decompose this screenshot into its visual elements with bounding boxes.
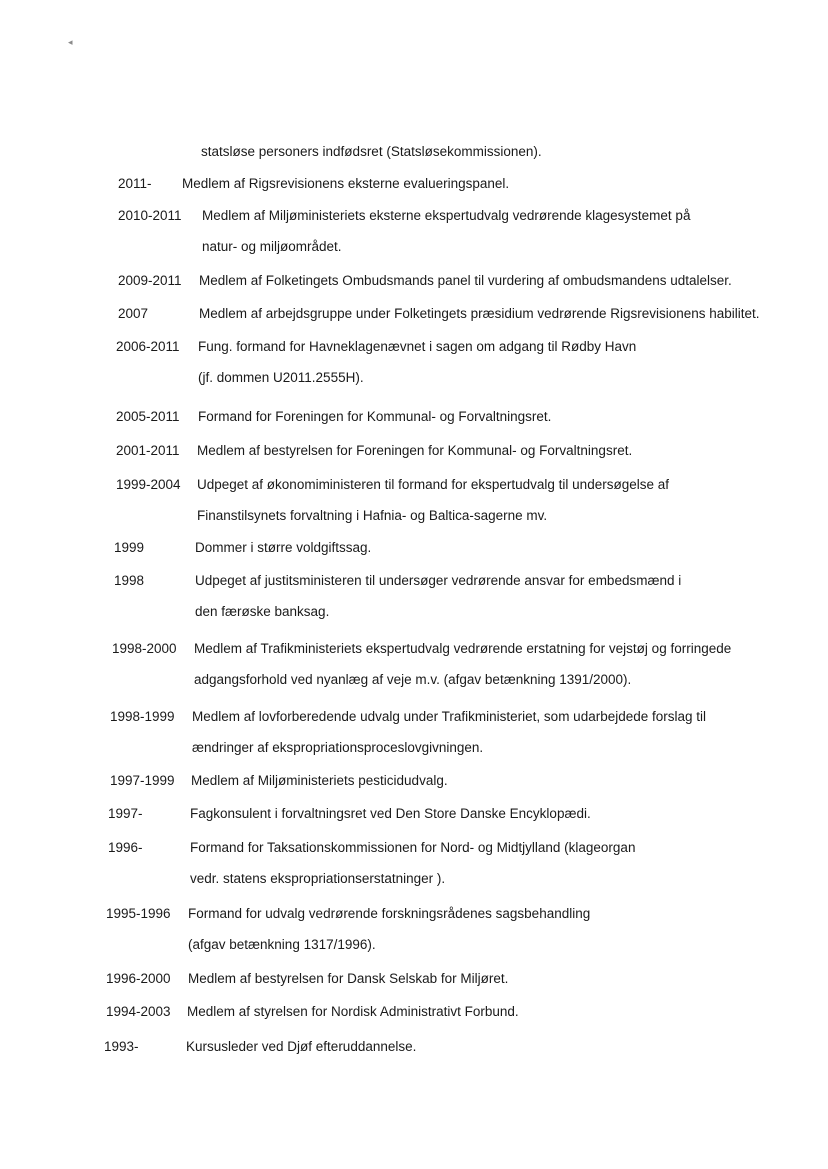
entry-description: Formand for udvalg vedrørende forskningsrådenes sagsbehandling <box>188 906 591 921</box>
entry-year: 2007 <box>118 306 149 321</box>
entry-description: Formand for Taksationskommissionen for Nord- og Midtjylland (klageorgan <box>190 840 636 855</box>
entry-description: Medlem af Miljøministeriets eksterne ekspertudvalg vedrørende klagesystemet på <box>202 208 691 223</box>
entry-description: Udpeget af økonomiministeren til formand for ekspertudvalg til undersøgelse af <box>197 477 669 492</box>
entry-year: 1998-2000 <box>112 641 177 656</box>
entry-description: Medlem af arbejdsgruppe under Folketingets præsidium vedrørende Rigsrevisionens habilitet. <box>199 306 760 321</box>
entry-year: 1996-2000 <box>106 971 171 986</box>
entry-description: Medlem af bestyrelsen for Foreningen for Kommunal- og Forvaltningsret. <box>197 443 633 458</box>
entry-year: 1997- <box>108 806 143 821</box>
entry-year: 2010-2011 <box>118 208 182 223</box>
entry-year: 1998-1999 <box>110 709 175 724</box>
entry-description: Fung. formand for Havneklagenævnet i sagen om adgang til Rødby Havn <box>198 339 637 354</box>
entry-description-continued: natur- og miljøområdet. <box>202 239 342 254</box>
entry-description: Medlem af Miljøministeriets pesticidudvalg. <box>191 773 448 788</box>
entry-description: Medlem af bestyrelsen for Dansk Selskab for Miljøret. <box>188 971 509 986</box>
entry-year: 2011- <box>118 176 152 191</box>
entry-description: Medlem af Trafikministeriets ekspertudvalg vedrørende erstatning for vejstøj og forringede <box>194 641 732 656</box>
entry-description-continued: (jf. dommen U2011.2555H). <box>198 370 364 385</box>
entry-year: 1996- <box>108 840 143 855</box>
entry-year: 2006-2011 <box>116 339 180 354</box>
entry-description: Medlem af Folketingets Ombudsmands panel til vurdering af ombudsmandens udtalelser. <box>199 273 732 288</box>
lead-line-text: statsløse personers indfødsret (Statsløsekommissionen). <box>201 144 542 159</box>
entry-description: Dommer i større voldgiftssag. <box>195 540 372 555</box>
entry-description-continued: ændringer af ekspropriationsproceslovgivningen. <box>192 740 484 755</box>
entry-year: 2001-2011 <box>116 443 180 458</box>
entry-description: Kursusleder ved Djøf efteruddannelse. <box>186 1039 417 1054</box>
entry-year: 1999 <box>114 540 145 555</box>
entry-description-continued: vedr. statens ekspropriationserstatninger ). <box>190 871 446 886</box>
entry-description: Fagkonsulent i forvaltningsret ved Den Store Danske Encyklopædi. <box>190 806 591 821</box>
entry-description-continued: adgangsforhold ved nyanlæg af veje m.v. (afgav betænkning 1391/2000). <box>194 672 632 687</box>
entry-description: Medlem af Rigsrevisionens eksterne evalueringspanel. <box>182 176 510 191</box>
entry-year: 2009-2011 <box>118 273 182 288</box>
entry-year: 1993- <box>104 1039 139 1054</box>
lead-line <box>201 136 542 167</box>
entry-year: 1994-2003 <box>106 1004 171 1019</box>
entry-year: 1998 <box>114 573 145 588</box>
entry-year: 2005-2011 <box>116 409 180 424</box>
corner-mark-icon: ◂ <box>68 37 73 47</box>
entry-description-continued: (afgav betænkning 1317/1996). <box>188 937 376 952</box>
entry-description-continued: den færøske banksag. <box>195 604 330 619</box>
entry-year: 1999-2004 <box>116 477 181 492</box>
entry-description: Udpeget af justitsministeren til undersøger vedrørende ansvar for embedsmænd i <box>195 573 682 588</box>
entry-year: 1995-1996 <box>106 906 171 921</box>
entry-description: Medlem af lovforberedende udvalg under Trafikministeriet, som udarbejdede forslag til <box>192 709 707 724</box>
entry-description-continued: Finanstilsynets forvaltning i Hafnia- og Baltica-sagerne mv. <box>197 508 548 523</box>
entry-description: Formand for Foreningen for Kommunal- og Forvaltningsret. <box>198 409 552 424</box>
entry-description: Medlem af styrelsen for Nordisk Administrativt Forbund. <box>187 1004 519 1019</box>
entry-year: 1997-1999 <box>110 773 175 788</box>
